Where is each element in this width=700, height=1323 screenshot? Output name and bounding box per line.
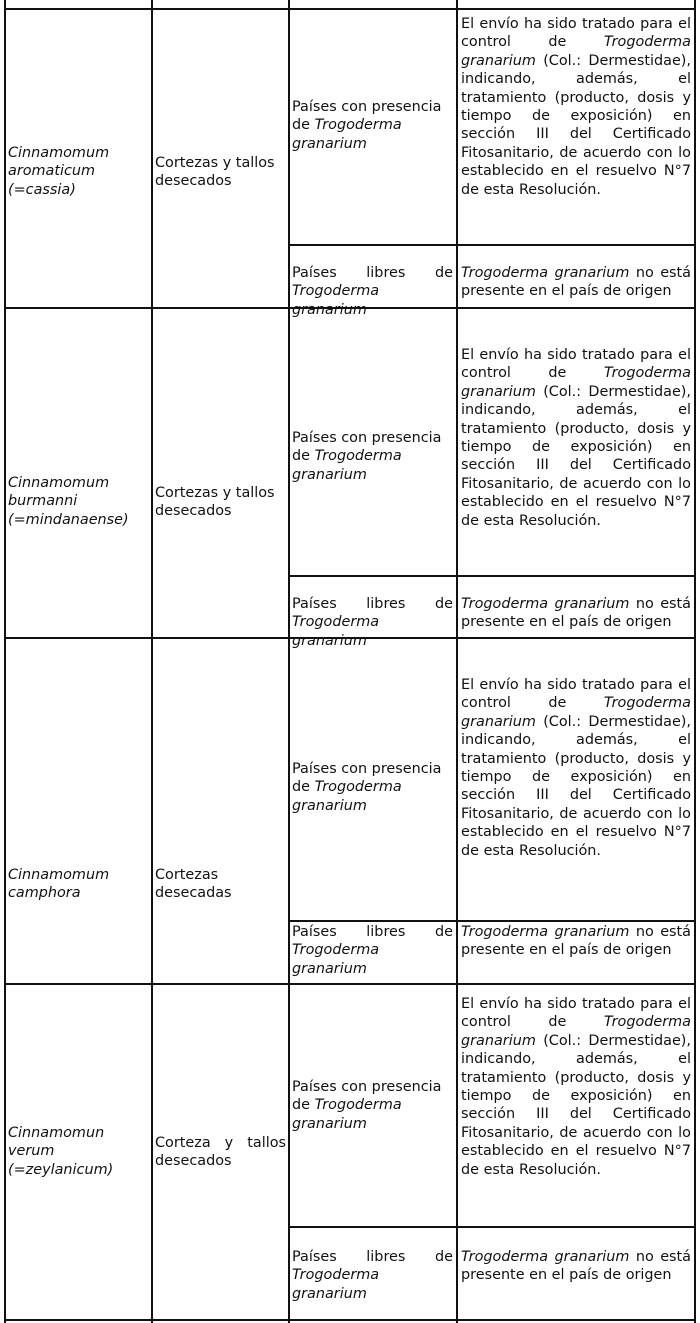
treatment-cell — [461, 346, 691, 530]
treatment-cell — [461, 676, 691, 860]
treatment-details: (Col.: Dermestidae), indicando, además, el tratamiento (producto, dosis y tiempo de exposición) en sección III del Certificado Fitosanitario, de acuerdo con lo establecido en el resuelvo N°7 de esta Resolución. — [461, 713, 691, 859]
pest-name: Trogoderma granarium — [292, 779, 402, 814]
pest-name: Trogoderma granarium — [461, 596, 630, 612]
product-text: Cortezas desecadas — [155, 867, 232, 902]
free-requirement-cell — [461, 264, 691, 301]
species-epithet: camphora — [8, 885, 81, 902]
requirement-text: no está presente en el país de origen — [461, 596, 692, 631]
condition-presence-cell — [292, 429, 453, 484]
treatment-intro: El envío ha sido tratado para el control de — [461, 347, 691, 382]
pest-name: Trogoderma granarium — [461, 34, 691, 69]
species-cell — [8, 866, 148, 903]
pest-name: Trogoderma granarium — [292, 614, 380, 649]
species-synonym: (=mindanaense) — [8, 511, 129, 528]
species-synonym: (=cassia) — [8, 181, 76, 198]
condition-free-cell — [292, 595, 453, 650]
species-name: Cinnamomun — [8, 1125, 105, 1141]
pest-name: Trogoderma granarium — [292, 942, 380, 977]
condition-text: Países con presencia de — [292, 761, 442, 796]
treatment-intro: El envío ha sido tratado para el control de — [461, 677, 691, 712]
free-requirement-cell — [461, 1248, 691, 1285]
condition-text: Países con presencia de — [292, 99, 442, 134]
pest-name: Trogoderma granarium — [292, 1267, 380, 1302]
condition-presence-cell — [292, 1078, 453, 1133]
product-cell — [155, 866, 286, 903]
treatment-cell — [461, 15, 691, 199]
pest-name: Trogoderma granarium — [292, 448, 402, 483]
pest-name: Trogoderma granarium — [461, 1249, 630, 1265]
free-requirement-cell — [461, 595, 691, 632]
treatment-cell — [461, 995, 691, 1179]
condition-text: Países libres de — [292, 1249, 453, 1265]
free-requirement-cell — [461, 923, 691, 960]
treatment-details: (Col.: Dermestidae), indicando, además, el tratamiento (producto, dosis y tiempo de exposición) en sección III del Certificado Fitosanitario, de acuerdo con lo establecido en el resuelvo N°7 de esta Resolución. — [461, 1032, 691, 1178]
species-name: Cinnamomum — [8, 475, 110, 491]
condition-text: Países con presencia de — [292, 430, 442, 465]
product-text: Corteza y tallos desecados — [155, 1135, 286, 1170]
species-epithet: burmanni — [8, 493, 78, 510]
species-name: Cinnamomum — [8, 145, 110, 161]
product-cell — [155, 1134, 286, 1171]
pest-name: Trogoderma granarium — [461, 265, 630, 281]
product-text: Cortezas y tallos desecados — [155, 485, 275, 520]
product-text: Cortezas y tallos desecados — [155, 155, 275, 190]
treatment-intro: El envío ha sido tratado para el control de — [461, 996, 691, 1031]
species-cell — [8, 1124, 148, 1179]
species-synonym: (=zeylanicum) — [8, 1161, 114, 1178]
treatment-details: (Col.: Dermestidae), indicando, además, el tratamiento (producto, dosis y tiempo de exposición) en sección III del Certificado Fitosanitario, de acuerdo con lo establecido en el resuelvo N°7 de esta Resolución. — [461, 52, 691, 198]
condition-text: Países con presencia de — [292, 1079, 442, 1114]
pest-name: Trogoderma granarium — [292, 283, 380, 318]
species-cell — [8, 144, 148, 199]
treatment-intro: El envío ha sido tratado para el control de — [461, 16, 691, 51]
condition-text: Países libres de — [292, 596, 453, 612]
condition-presence-cell — [292, 98, 453, 153]
requirement-text: no está presente en el país de origen — [461, 1249, 692, 1284]
pest-name: Trogoderma granarium — [292, 117, 402, 152]
species-name: Cinnamomum — [8, 867, 110, 883]
requirement-text: no está presente en el país de origen — [461, 265, 692, 300]
condition-text: Países libres de — [292, 265, 453, 281]
condition-free-cell — [292, 264, 453, 319]
product-cell — [155, 154, 286, 191]
condition-presence-cell — [292, 760, 453, 815]
species-epithet: verum — [8, 1143, 55, 1160]
pest-name: Trogoderma granarium — [461, 695, 691, 730]
species-epithet: aromaticum — [8, 163, 96, 180]
requirement-text: no está presente en el país de origen — [461, 924, 692, 959]
treatment-details: (Col.: Dermestidae), indicando, además, el tratamiento (producto, dosis y tiempo de exposición) en sección III del Certificado Fitosanitario, de acuerdo con lo establecido en el resuelvo N°7 de esta Resolución. — [461, 383, 691, 529]
pest-name: Trogoderma granarium — [292, 1097, 402, 1132]
condition-free-cell — [292, 923, 453, 978]
pest-name: Trogoderma granarium — [461, 924, 630, 940]
pest-name: Trogoderma granarium — [461, 365, 691, 400]
pest-name: Trogoderma granarium — [461, 1014, 691, 1049]
condition-text: Países libres de — [292, 924, 453, 940]
product-cell — [155, 484, 286, 521]
species-cell — [8, 474, 148, 529]
condition-free-cell — [292, 1248, 453, 1303]
